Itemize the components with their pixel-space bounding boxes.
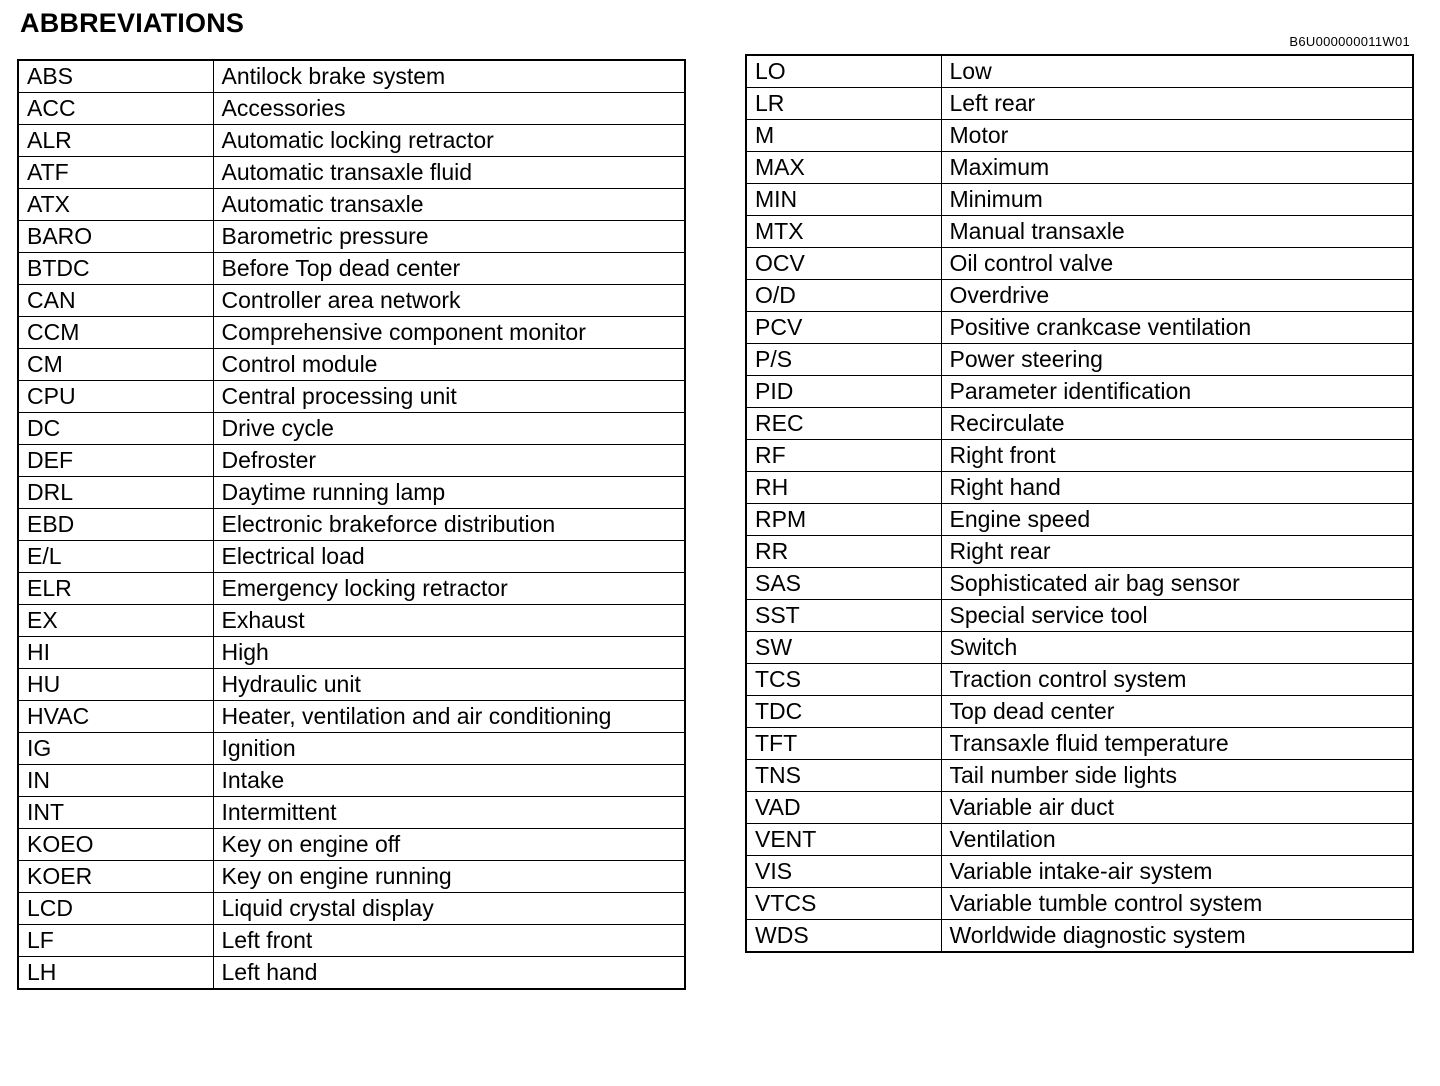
table-row	[18, 93, 685, 125]
abbreviation-cell: RR	[746, 536, 941, 568]
abbreviation-cell: P/S	[746, 344, 941, 376]
table-row	[746, 536, 1413, 568]
table-row	[18, 893, 685, 925]
abbreviation-cell: LH	[18, 957, 213, 990]
meaning-cell: Defroster	[213, 445, 685, 477]
abbreviation-cell: KOEO	[18, 829, 213, 861]
abbreviation-cell: BTDC	[18, 253, 213, 285]
table-row	[18, 349, 685, 381]
meaning-cell: Automatic transaxle	[213, 189, 685, 221]
abbreviation-cell: CPU	[18, 381, 213, 413]
meaning-cell: Barometric pressure	[213, 221, 685, 253]
abbreviation-cell: VTCS	[746, 888, 941, 920]
meaning-cell: Oil control valve	[941, 248, 1413, 280]
meaning-cell: Variable tumble control system	[941, 888, 1413, 920]
abbreviations-table-right	[745, 54, 1414, 953]
abbreviation-cell: INT	[18, 797, 213, 829]
abbreviations-table-left	[17, 59, 686, 990]
meaning-cell: Motor	[941, 120, 1413, 152]
meaning-cell: Electronic brakeforce distribution	[213, 509, 685, 541]
table-row	[746, 344, 1413, 376]
abbreviation-cell: PCV	[746, 312, 941, 344]
abbreviation-cell: MAX	[746, 152, 941, 184]
abbreviation-cell: ELR	[18, 573, 213, 605]
table-row	[18, 797, 685, 829]
meaning-cell: Liquid crystal display	[213, 893, 685, 925]
abbreviation-cell: EX	[18, 605, 213, 637]
meaning-cell: Sophisticated air bag sensor	[941, 568, 1413, 600]
table-row	[746, 152, 1413, 184]
abbreviation-cell: ACC	[18, 93, 213, 125]
abbreviation-cell: TCS	[746, 664, 941, 696]
meaning-cell: Comprehensive component monitor	[213, 317, 685, 349]
meaning-cell: Low	[941, 55, 1413, 88]
abbreviations-table-right-body	[746, 55, 1413, 952]
table-row	[746, 216, 1413, 248]
table-row	[18, 701, 685, 733]
meaning-cell: Transaxle fluid temperature	[941, 728, 1413, 760]
table-row	[18, 733, 685, 765]
table-row	[746, 792, 1413, 824]
abbreviation-cell: VENT	[746, 824, 941, 856]
meaning-cell: Manual transaxle	[941, 216, 1413, 248]
meaning-cell: Hydraulic unit	[213, 669, 685, 701]
abbreviation-cell: DEF	[18, 445, 213, 477]
table-row	[18, 477, 685, 509]
table-row	[746, 696, 1413, 728]
meaning-cell: Drive cycle	[213, 413, 685, 445]
table-row	[746, 504, 1413, 536]
abbreviation-cell: RH	[746, 472, 941, 504]
table-row	[18, 221, 685, 253]
table-row	[746, 280, 1413, 312]
meaning-cell: Key on engine off	[213, 829, 685, 861]
abbreviation-cell: KOER	[18, 861, 213, 893]
table-row	[18, 925, 685, 957]
meaning-cell: Central processing unit	[213, 381, 685, 413]
meaning-cell: Maximum	[941, 152, 1413, 184]
table-row	[18, 829, 685, 861]
abbreviation-cell: SST	[746, 600, 941, 632]
table-row	[746, 440, 1413, 472]
meaning-cell: Left hand	[213, 957, 685, 990]
table-row	[746, 888, 1413, 920]
table-row	[18, 509, 685, 541]
abbreviation-cell: REC	[746, 408, 941, 440]
table-row	[18, 957, 685, 990]
abbreviation-cell: VIS	[746, 856, 941, 888]
meaning-cell: Tail number side lights	[941, 760, 1413, 792]
abbreviation-cell: TDC	[746, 696, 941, 728]
table-row	[746, 88, 1413, 120]
abbreviation-cell: HVAC	[18, 701, 213, 733]
abbreviation-cell: RPM	[746, 504, 941, 536]
abbreviation-cell: DRL	[18, 477, 213, 509]
abbreviation-cell: MTX	[746, 216, 941, 248]
meaning-cell: Key on engine running	[213, 861, 685, 893]
table-row	[746, 376, 1413, 408]
table-row	[18, 861, 685, 893]
abbreviation-cell: LR	[746, 88, 941, 120]
meaning-cell: Top dead center	[941, 696, 1413, 728]
abbreviation-cell: CM	[18, 349, 213, 381]
abbreviation-cell: VAD	[746, 792, 941, 824]
meaning-cell: Ventilation	[941, 824, 1413, 856]
meaning-cell: Right rear	[941, 536, 1413, 568]
meaning-cell: Engine speed	[941, 504, 1413, 536]
abbreviation-cell: TFT	[746, 728, 941, 760]
meaning-cell: Overdrive	[941, 280, 1413, 312]
table-row	[746, 856, 1413, 888]
table-row	[746, 568, 1413, 600]
table-row	[18, 669, 685, 701]
meaning-cell: Recirculate	[941, 408, 1413, 440]
meaning-cell: Control module	[213, 349, 685, 381]
meaning-cell: Minimum	[941, 184, 1413, 216]
meaning-cell: Intake	[213, 765, 685, 797]
abbreviation-cell: BARO	[18, 221, 213, 253]
abbreviation-cell: RF	[746, 440, 941, 472]
table-row	[18, 125, 685, 157]
meaning-cell: Controller area network	[213, 285, 685, 317]
meaning-cell: Traction control system	[941, 664, 1413, 696]
table-row	[746, 824, 1413, 856]
table-row	[18, 765, 685, 797]
meaning-cell: Daytime running lamp	[213, 477, 685, 509]
table-row	[18, 317, 685, 349]
table-row	[18, 60, 685, 93]
table-row	[18, 285, 685, 317]
abbreviation-cell: PID	[746, 376, 941, 408]
meaning-cell: Emergency locking retractor	[213, 573, 685, 605]
meaning-cell: Electrical load	[213, 541, 685, 573]
meaning-cell: Variable air duct	[941, 792, 1413, 824]
table-row	[746, 55, 1413, 88]
table-row	[18, 381, 685, 413]
abbreviation-cell: OCV	[746, 248, 941, 280]
table-row	[746, 248, 1413, 280]
meaning-cell: Parameter identification	[941, 376, 1413, 408]
table-row	[746, 184, 1413, 216]
meaning-cell: Switch	[941, 632, 1413, 664]
abbreviations-table-left-body	[18, 60, 685, 989]
meaning-cell: Worldwide diagnostic system	[941, 920, 1413, 953]
table-row	[18, 541, 685, 573]
table-row	[18, 637, 685, 669]
meaning-cell: Positive crankcase ventilation	[941, 312, 1413, 344]
meaning-cell: Ignition	[213, 733, 685, 765]
abbreviation-cell: IN	[18, 765, 213, 797]
table-row	[18, 189, 685, 221]
meaning-cell: Variable intake-air system	[941, 856, 1413, 888]
abbreviation-cell: LCD	[18, 893, 213, 925]
abbreviation-cell: ATF	[18, 157, 213, 189]
abbreviation-cell: SAS	[746, 568, 941, 600]
meaning-cell: Exhaust	[213, 605, 685, 637]
meaning-cell: Right front	[941, 440, 1413, 472]
abbreviation-cell: WDS	[746, 920, 941, 953]
abbreviation-cell: HU	[18, 669, 213, 701]
abbreviation-cell: LF	[18, 925, 213, 957]
meaning-cell: Left rear	[941, 88, 1413, 120]
abbreviation-cell: ATX	[18, 189, 213, 221]
page-title: ABBREVIATIONS	[20, 8, 245, 38]
abbreviation-cell: CAN	[18, 285, 213, 317]
abbreviation-cell: EBD	[18, 509, 213, 541]
table-row	[18, 605, 685, 637]
meaning-cell: Automatic transaxle fluid	[213, 157, 685, 189]
table-row	[746, 120, 1413, 152]
table-row	[746, 632, 1413, 664]
table-row	[18, 157, 685, 189]
meaning-cell: Accessories	[213, 93, 685, 125]
meaning-cell: Right hand	[941, 472, 1413, 504]
document-code: B6U000000011W01	[1289, 34, 1410, 49]
abbreviation-cell: M	[746, 120, 941, 152]
table-row	[18, 253, 685, 285]
meaning-cell: Special service tool	[941, 600, 1413, 632]
abbreviation-cell: HI	[18, 637, 213, 669]
meaning-cell: Power steering	[941, 344, 1413, 376]
table-row	[746, 312, 1413, 344]
table-row	[746, 472, 1413, 504]
table-row	[746, 920, 1413, 953]
table-row	[746, 728, 1413, 760]
meaning-cell: Before Top dead center	[213, 253, 685, 285]
abbreviation-cell: ALR	[18, 125, 213, 157]
abbreviation-cell: TNS	[746, 760, 941, 792]
table-row	[18, 413, 685, 445]
meaning-cell: Heater, ventilation and air conditioning	[213, 701, 685, 733]
abbreviation-cell: O/D	[746, 280, 941, 312]
table-row	[746, 408, 1413, 440]
meaning-cell: Left front	[213, 925, 685, 957]
abbreviation-cell: MIN	[746, 184, 941, 216]
table-row	[746, 760, 1413, 792]
abbreviation-cell: SW	[746, 632, 941, 664]
meaning-cell: High	[213, 637, 685, 669]
meaning-cell: Antilock brake system	[213, 60, 685, 93]
meaning-cell: Intermittent	[213, 797, 685, 829]
abbreviation-cell: DC	[18, 413, 213, 445]
meaning-cell: Automatic locking retractor	[213, 125, 685, 157]
abbreviation-cell: ABS	[18, 60, 213, 93]
abbreviation-cell: IG	[18, 733, 213, 765]
abbreviation-cell: LO	[746, 55, 941, 88]
table-row	[746, 600, 1413, 632]
table-row	[18, 573, 685, 605]
table-row	[746, 664, 1413, 696]
table-row	[18, 445, 685, 477]
abbreviation-cell: CCM	[18, 317, 213, 349]
abbreviation-cell: E/L	[18, 541, 213, 573]
